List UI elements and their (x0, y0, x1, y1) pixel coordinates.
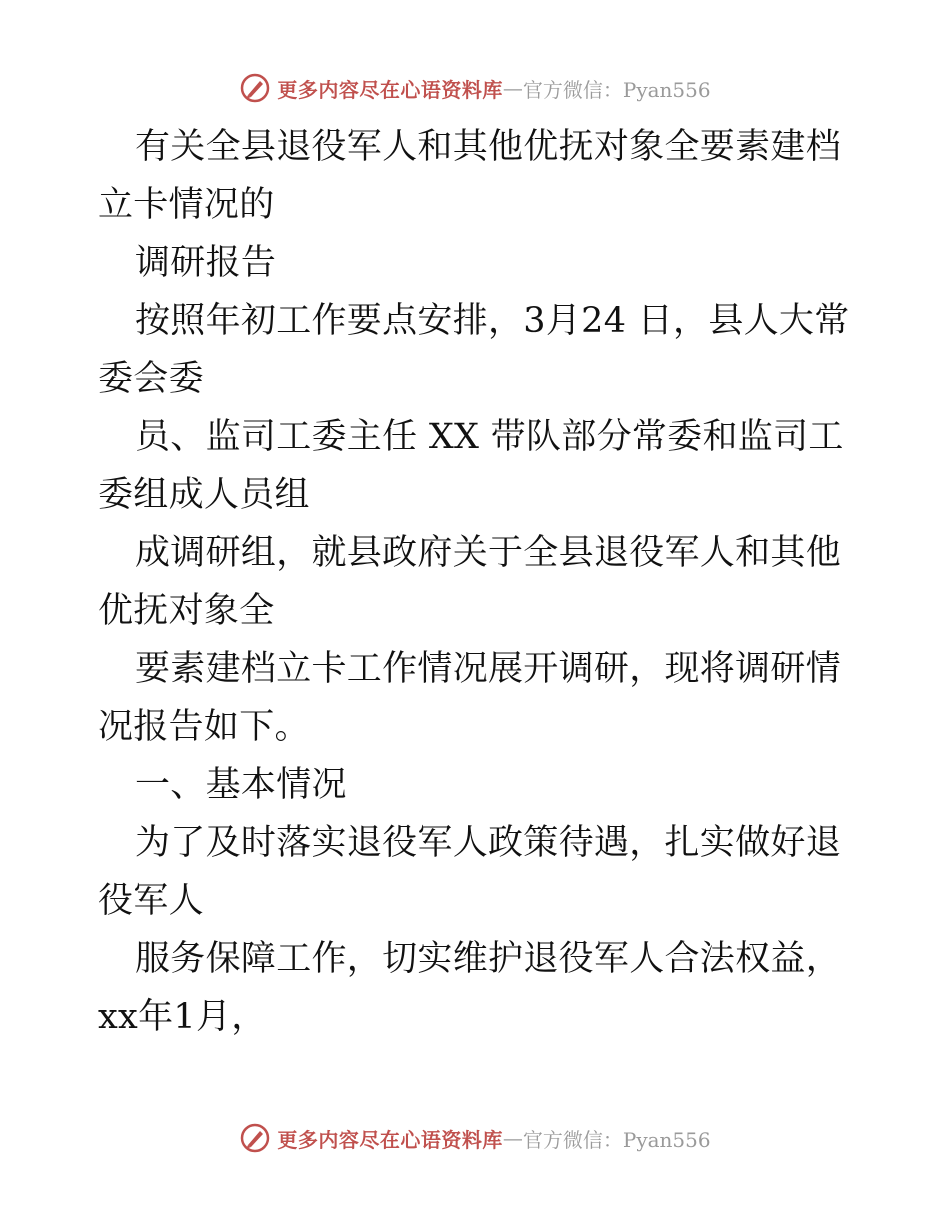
paragraph: 为了及时落实退役军人政策待遇，扎实做好退役军人 (98, 823, 842, 921)
watermark-wechat-text: 官方微信：Pyan556 (522, 77, 711, 102)
section-heading: 一、基本情况 (135, 765, 347, 805)
paragraph: 成调研组，就县政府关于全县退役军人和其他优抚对象全 (98, 533, 842, 631)
watermark-wechat-text: 官方微信：Pyan556 (522, 1127, 711, 1152)
watermark-brand-text: 更多内容尽在心语资料库 (277, 77, 503, 102)
watermark-dash: — (502, 76, 523, 100)
header-watermark (0, 72, 950, 104)
footer-watermark (0, 1122, 950, 1154)
document-title-subline: 调研报告 (135, 243, 277, 283)
paragraph: 服务保障工作，切实维护退役军人合法权益，xx年1月， (98, 939, 842, 1037)
watermark-dash: — (502, 1126, 523, 1150)
paragraph: 员、监司工委主任 XX 带队部分常委和监司工委组成人员组 (98, 417, 844, 515)
paragraph: 要素建档立卡工作情况展开调研，现将调研情况报告如下。 (98, 649, 842, 747)
pen-logo-icon (239, 72, 271, 104)
watermark-brand-text: 更多内容尽在心语资料库 (277, 1127, 503, 1152)
pen-logo-icon (239, 1122, 271, 1154)
paragraph: 按照年初工作要点安排，3月24 日，县人大常委会委 (98, 301, 850, 399)
document-title-line: 有关全县退役军人和其他优抚对象全要素建档立卡情况的 (98, 127, 842, 225)
document-body (98, 118, 858, 1046)
